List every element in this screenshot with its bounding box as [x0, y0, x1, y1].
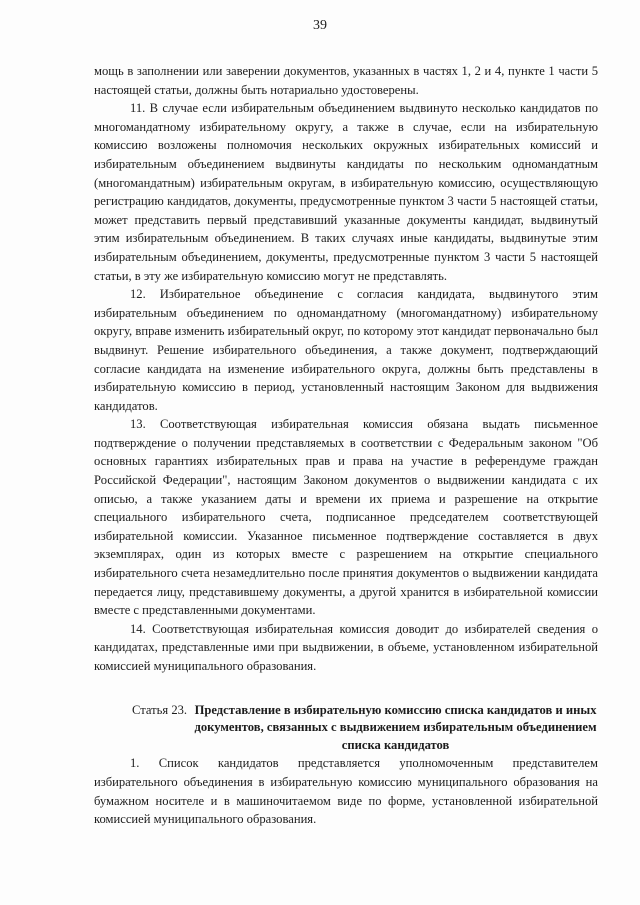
- article-paragraph-1: 1. Список кандидатов представляется уполномоченным представителем избирательного объединения в избирательную комиссию муниципального образования на бумажном носителе и в машиночитаемом виде по форме, установленной избирательной комиссией муниципального образования.: [94, 756, 598, 827]
- article-label: Статья 23.: [132, 702, 188, 717]
- paragraph-12: 12. Избирательное объединение с согласия кандидата, выдвинутого этим избирательным объединением по одномандатному (многомандатному) избирательному округу, вправе изменить избирательный округ, по которому этот кандидат первоначально был выдвинут. Решение избирательного объединения, а также документ, подтверждающий согласие кандидата на изменение избирательного округа, должны быть представлены в избирательную комиссию в период, установленный настоящим Законом для выдвижения кандидатов.: [94, 287, 598, 413]
- paragraph-continuation: мощь в заполнении или заверении документов, указанных в частях 1, 2 и 4, пункте 1 части 5 настоящей статьи, должны быть нотариально удостоверены.: [94, 64, 598, 97]
- paragraph-14: 14. Соответствующая избирательная комиссия доводит до избирателей сведения о кандидатах, представленные ими при выдвижении, в объеме, установленном избирательной комиссией муниципального образования.: [94, 621, 598, 673]
- paragraph-13: 13. Соответствующая избирательная комиссия обязана выдать письменное подтверждение о получении представляемых в соответствии с Федеральным законом "Об основных гарантиях избирательных прав и права на участие в референдуме граждан Российской Федерации", настоящим Законом документов о выдвижении кандидата с их описью, а также указанием даты и времени их приема и разрешение на открытие специального избирательного счета, подписанное председателем соответствующей избирательной комиссии. Указанное письменное подтверждение составляется в двух экземплярах, один из которых вместе с разрешением на открытие специального избирательного счета незамедлительно после принятия документов о выдвижении кандидата передается лицу, представившему документы, а другой хранится в избирательной комиссии вместе с представленными документами.: [94, 417, 598, 618]
- paragraph-11: 11. В случае если избирательным объединением выдвинуто несколько кандидатов по многомандатному избирательному округу, а также в случае, если на избирательную комиссию возложены полномочия нескольких окружных избирательных комиссий и избирательным объединением выдвинуты кандидаты по нескольким одномандатным (многомандатным) избирательным округам, в избирательную комиссию, осуществляющую регистрацию кандидатов, документы, предусмотренные пунктом 3 части 5 настоящей статьи, может представить первый представивший указанные документы кандидат, выдвинутый этим избирательным объединением. В таких случаях иные кандидаты, выдвинутые этим избирательным объединением, документы, предусмотренные пунктом 3 части 5 настоящей статьи, в эту же избирательную комиссию могут не представлять.: [94, 101, 598, 283]
- article-title: Представление в избирательную комиссию списка кандидатов и иных документов, связанных с выдвижением избирательным объединением списка кандидатов: [194, 702, 597, 752]
- document-body: [94, 62, 598, 829]
- page-number: 39: [313, 18, 327, 33]
- article-heading: [94, 702, 598, 755]
